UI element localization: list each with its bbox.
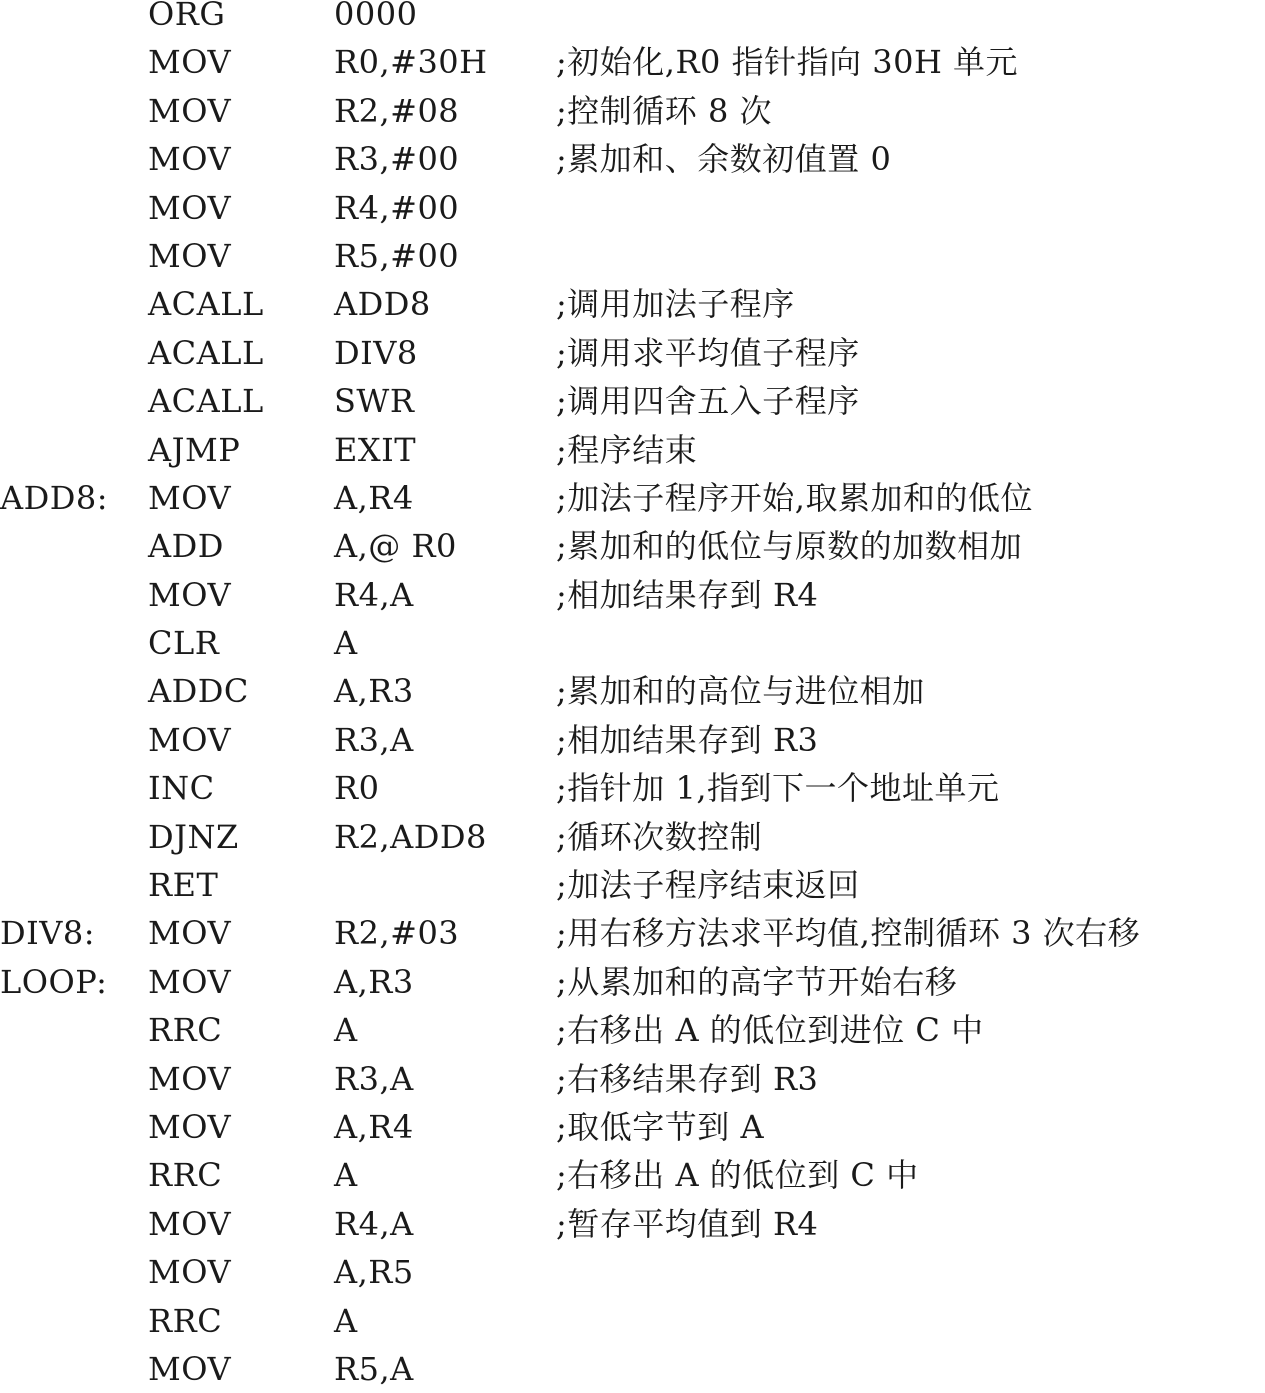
line-opcode: MOV (148, 1204, 232, 1243)
line-opcode: MOV (148, 1059, 232, 1098)
line-operand: R2,ADD8 (334, 817, 487, 856)
line-operand: R5,A (334, 1349, 414, 1388)
line-operand: A,@ R0 (334, 527, 457, 566)
line-opcode: MOV (148, 43, 232, 82)
line-comment: ;暂存平均值到 R4 (556, 1204, 819, 1243)
line-operand: R4,A (334, 575, 414, 614)
line-opcode: MOV (148, 140, 232, 179)
code-line (0, 38, 1265, 86)
line-opcode: MOV (148, 1349, 232, 1388)
code-line (0, 522, 1265, 570)
line-opcode: DJNZ (148, 817, 239, 856)
line-label: ADD8: (0, 478, 109, 517)
line-comment: ;累加和的高位与进位相加 (556, 672, 925, 711)
line-opcode: RRC (148, 1011, 223, 1050)
code-line (0, 474, 1265, 522)
line-opcode: MOV (148, 478, 232, 517)
code-line (0, 232, 1265, 280)
line-opcode: CLR (148, 624, 220, 663)
line-operand: A,R4 (334, 1107, 414, 1146)
line-opcode: MOV (148, 1253, 232, 1292)
line-operand: R3,A (334, 720, 414, 759)
line-comment: ;从累加和的高字节开始右移 (556, 962, 958, 1001)
line-operand: R5,#00 (334, 236, 460, 275)
code-line (0, 280, 1265, 328)
code-line (0, 958, 1265, 1006)
line-operand: SWR (334, 382, 415, 421)
code-line (0, 1248, 1265, 1296)
line-operand: EXIT (334, 430, 417, 469)
line-comment: ;右移结果存到 R3 (556, 1059, 819, 1098)
line-opcode: MOV (148, 720, 232, 759)
line-comment: ;加法子程序结束返回 (556, 866, 860, 905)
code-line (0, 571, 1265, 619)
line-comment: ;调用加法子程序 (556, 285, 795, 324)
line-operand: 0000 (334, 0, 418, 33)
line-opcode: ACALL (148, 382, 264, 421)
line-operand: A (334, 1301, 358, 1340)
code-line (0, 426, 1265, 474)
code-line (0, 813, 1265, 861)
line-comment: ;相加结果存到 R3 (556, 720, 819, 759)
code-line (0, 135, 1265, 183)
code-line (0, 1200, 1265, 1248)
line-opcode: MOV (148, 962, 232, 1001)
line-operand: R2,#03 (334, 914, 460, 953)
code-line (0, 1103, 1265, 1151)
line-comment: ;循环次数控制 (556, 817, 763, 856)
line-operand: R0,#30H (334, 43, 488, 82)
line-opcode: ADDC (148, 672, 249, 711)
line-operand: A (334, 624, 358, 663)
line-operand: A,R5 (334, 1253, 414, 1292)
line-comment: ;累加和、余数初值置 0 (556, 140, 892, 179)
line-opcode: AJMP (148, 430, 241, 469)
code-line (0, 1345, 1265, 1393)
line-opcode: RRC (148, 1156, 223, 1195)
line-opcode: RRC (148, 1301, 223, 1340)
line-comment: ;调用四舍五入子程序 (556, 382, 860, 421)
code-line (0, 184, 1265, 232)
line-comment: ;控制循环 8 次 (556, 91, 772, 130)
line-opcode: ACALL (148, 285, 264, 324)
line-operand: A,R3 (334, 962, 414, 1001)
line-operand: A (334, 1156, 358, 1195)
line-comment: ;用右移方法求平均值,控制循环 3 次右移 (556, 914, 1141, 953)
line-opcode: RET (148, 866, 219, 905)
line-operand: R2,#08 (334, 91, 460, 130)
line-opcode: ORG (148, 0, 226, 33)
code-line (0, 1006, 1265, 1054)
code-line (0, 716, 1265, 764)
line-comment: ;初始化,R0 指针指向 30H 单元 (556, 43, 1019, 82)
line-opcode: MOV (148, 914, 232, 953)
code-line (0, 87, 1265, 135)
line-operand: R4,A (334, 1204, 414, 1243)
line-operand: R3,#00 (334, 140, 460, 179)
line-operand: R3,A (334, 1059, 414, 1098)
line-opcode: MOV (148, 188, 232, 227)
line-comment: ;相加结果存到 R4 (556, 575, 819, 614)
code-line (0, 1151, 1265, 1199)
line-comment: ;右移出 A 的低位到进位 C 中 (556, 1011, 984, 1050)
line-operand: A,R4 (334, 478, 414, 517)
line-opcode: MOV (148, 1107, 232, 1146)
code-line (0, 909, 1265, 957)
line-opcode: MOV (148, 91, 232, 130)
line-opcode: MOV (148, 575, 232, 614)
line-comment: ;右移出 A 的低位到 C 中 (556, 1156, 919, 1195)
line-label: LOOP: (0, 962, 108, 1001)
code-line (0, 1297, 1265, 1345)
line-opcode: MOV (148, 236, 232, 275)
line-operand: ADD8 (334, 285, 431, 324)
code-line (0, 619, 1265, 667)
line-opcode: ACALL (148, 333, 264, 372)
code-line (0, 0, 1265, 38)
line-operand: R0 (334, 769, 380, 808)
code-line (0, 667, 1265, 715)
code-line (0, 764, 1265, 812)
line-operand: R4,#00 (334, 188, 460, 227)
line-comment: ;指针加 1,指到下一个地址单元 (556, 769, 1000, 808)
line-comment: ;程序结束 (556, 430, 698, 469)
code-line (0, 861, 1265, 909)
code-line (0, 1055, 1265, 1103)
code-line (0, 329, 1265, 377)
line-comment: ;累加和的低位与原数的加数相加 (556, 527, 1023, 566)
line-label: DIV8: (0, 914, 96, 953)
line-opcode: INC (148, 769, 215, 808)
line-operand: A,R3 (334, 672, 414, 711)
line-comment: ;调用求平均值子程序 (556, 333, 860, 372)
code-line (0, 377, 1265, 425)
line-opcode: ADD (148, 527, 224, 566)
line-operand: A (334, 1011, 358, 1050)
line-comment: ;取低字节到 A (556, 1107, 765, 1146)
line-comment: ;加法子程序开始,取累加和的低位 (556, 478, 1033, 517)
line-operand: DIV8 (334, 333, 418, 372)
